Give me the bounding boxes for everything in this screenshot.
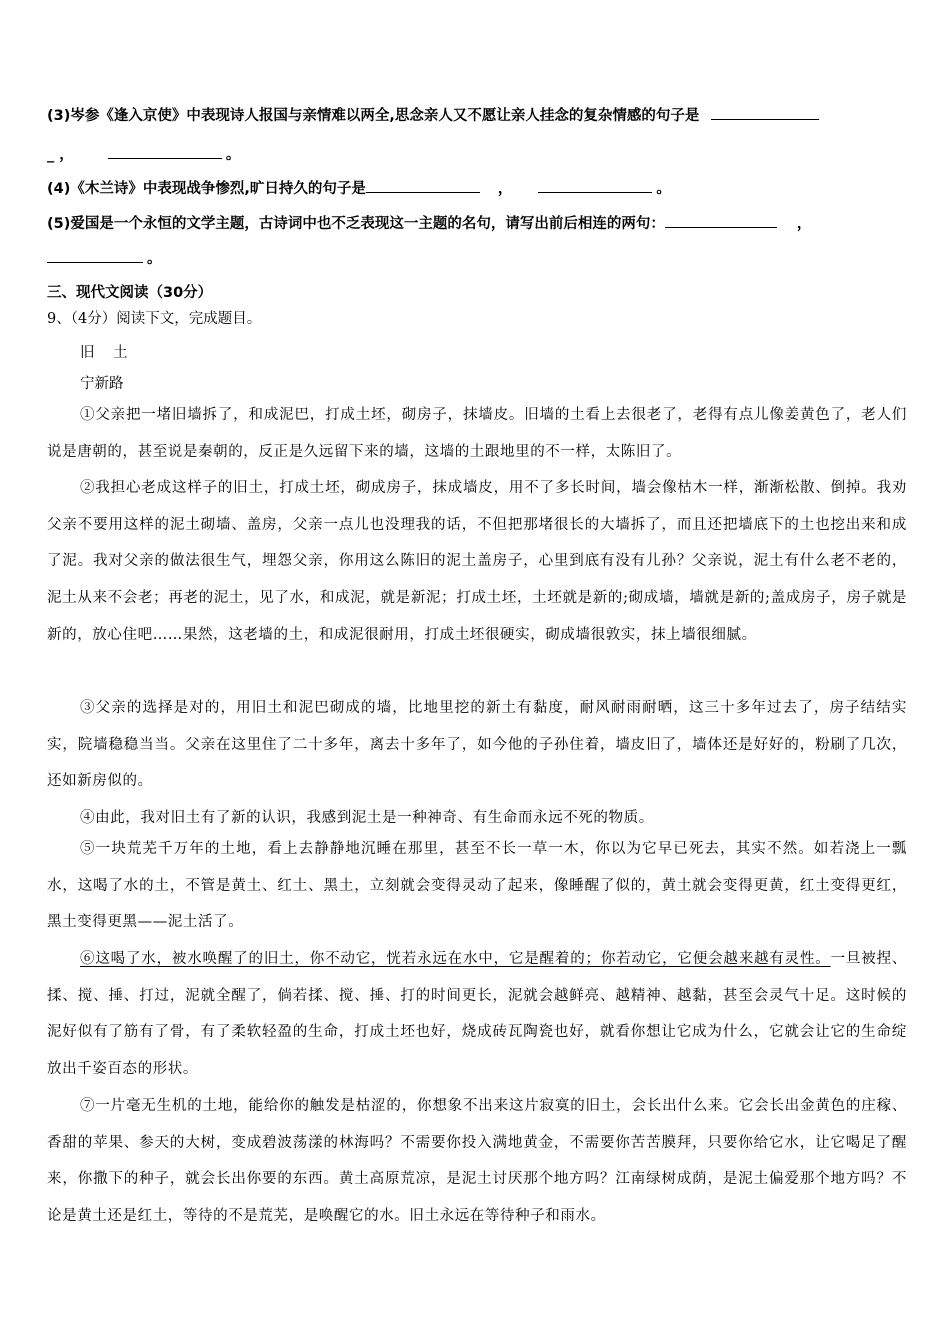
paragraph-3: ③父亲的选择是对的，用旧土和泥巴砌成的墙，比地里挖的新土有黏度，耐风耐雨耐晒，这三十多年过去了，房子结结实实，院墙稳稳当当。父亲在这里住了二十多年，离去十多年了，如今他的子孙住着，墙皮旧了，墙体还是好好的，粉刷了几次，还如新房似的。: [47, 700, 907, 790]
article-title: 旧 土: [80, 345, 130, 361]
paragraph-7: ⑦一片毫无生机的土地，能给你的触发是枯涩的，你想象不出来这片寂寞的旧土，会长出什么来。它会长出金黄色的庄稼、香甜的苹果、参天的大树，变成碧波荡漾的林海吗？不需要你投入满地黄金，不需要你苦苦膜拜，只要你给它水，让它喝足了醒来，你撒下的种子，就会长出你要的东西。黄土高原荒凉，是泥土讨厌那个地方吗？江南绿树成荫，是泥土偏爱那个地方吗？不论是黄土还是红土，等待的不是荒芜，是唤醒它的水。旧土永远在等待种子和雨水。: [47, 1098, 907, 1225]
paragraph-5: ⑤一块荒芜千万年的土地，看上去静静地沉睡在那里，甚至不长一草一木，你以为它早已死去，其实不然。如若浇上一瓢水，这喝了水的土，不管是黄土、红土、黑土，立刻就会变得灵动了起来，像睡醒了似的，黄土就会变得更黄，红土变得更红，黑土变得更黑——泥土活了。: [47, 841, 907, 931]
answer-blank[interactable]: [366, 191, 480, 193]
paragraph-2: ②我担心老成这样子的旧土，打成土坯，砌成房子，抹成墙皮，用不了多长时间，墙会像枯木一样，渐渐松散、倒掉。我劝父亲不要用这样的泥土砌墙、盖房，父亲一点儿也没理我的话，不但把那堵很长的大墙拆了，而且还把墙底下的土也挖出来和成了泥。我对父亲的做法很生气，埋怨父亲，你用这么陈旧的泥土盖房子，心里到底有没有儿孙？父亲说，泥土有什么老不老的，泥土从来不会老；再老的泥土，见了水，和成泥，就是新泥；打成土坯，土坯就是新的;砌成墙，墙就是新的;盖成房子，房子就是新的，放心住吧……果然，这老墙的土，和成泥很耐用，打成土坯很硬实，砌成墙很敦实，抹上墙很细腻。: [47, 480, 907, 643]
question-3: [47, 104, 907, 125]
answer-blank[interactable]: [538, 191, 652, 193]
answer-blank[interactable]: [711, 118, 819, 120]
section-title: 三、现代文阅读（30分）: [47, 285, 213, 301]
question-5-continued: [47, 247, 907, 268]
underlined-sentence: ⑥这喝了水，被水唤醒了的旧土，你不动它，恍若永远在水中，它是醒着的；你若动它，它便会越来越有灵性。: [80, 951, 831, 967]
question-4-text: (4)《木兰诗》中表现战争惨烈,旷日持久的句子是: [47, 181, 366, 197]
question-3-end: 。: [225, 147, 241, 163]
paragraph-6: [47, 941, 907, 1088]
question-3-prefix: _ ，: [47, 147, 74, 163]
question-4-end: 。: [656, 181, 671, 197]
article-author: 宁新路: [80, 376, 124, 392]
answer-blank[interactable]: [665, 226, 777, 228]
answer-blank[interactable]: [108, 157, 222, 159]
question-4-sep: ，: [497, 181, 513, 197]
question-5-sep: ，: [796, 216, 812, 232]
question-3-text: (3)岑参《逢入京使》中表现诗人报国与亲情难以两全,思念亲人又不愿让亲人挂念的复杂情感的句子是: [47, 108, 700, 124]
paragraph-6-rest: 一旦被捏、揉、搅、捶、打过，泥就全醒了，倘若揉、搅、捶、打的时间更长，泥就会越鲜亮、越精神、越黏，甚至会灵气十足。这时候的泥好似有了筋有了骨，有了柔软轻盈的生命，打成土坯也好，烧成砖瓦陶瓷也好，就看你想让它成为什么，它就会让它的生命绽放出千姿百态的形状。: [47, 951, 907, 1078]
question-9-prompt: 9、（4分）阅读下文，完成题目。: [47, 311, 262, 327]
question-4: [47, 177, 907, 198]
question-3-continued: [47, 143, 907, 164]
question-5-text: (5)爱国是一个永恒的文学主题，古诗词中也不乏表现这一主题的名句，请写出前后相连的两句：: [47, 216, 665, 232]
paragraph-1: ①父亲把一堵旧墙拆了，和成泥巴，打成土坯，砌房子，抹墙皮。旧墙的土看上去很老了，老得有点儿像姜黄色了，老人们说是唐朝的，甚至说是秦朝的，反正是久远留下来的墙，这墙的土跟地里的不一样，太陈旧了。: [47, 407, 907, 460]
question-5-end: 。: [147, 251, 162, 267]
question-5: [47, 212, 907, 233]
answer-blank[interactable]: [47, 261, 143, 263]
paragraph-4: ④由此，我对旧土有了新的认识，我感到泥土是一种神奇、有生命而永远不死的物质。: [80, 810, 654, 826]
